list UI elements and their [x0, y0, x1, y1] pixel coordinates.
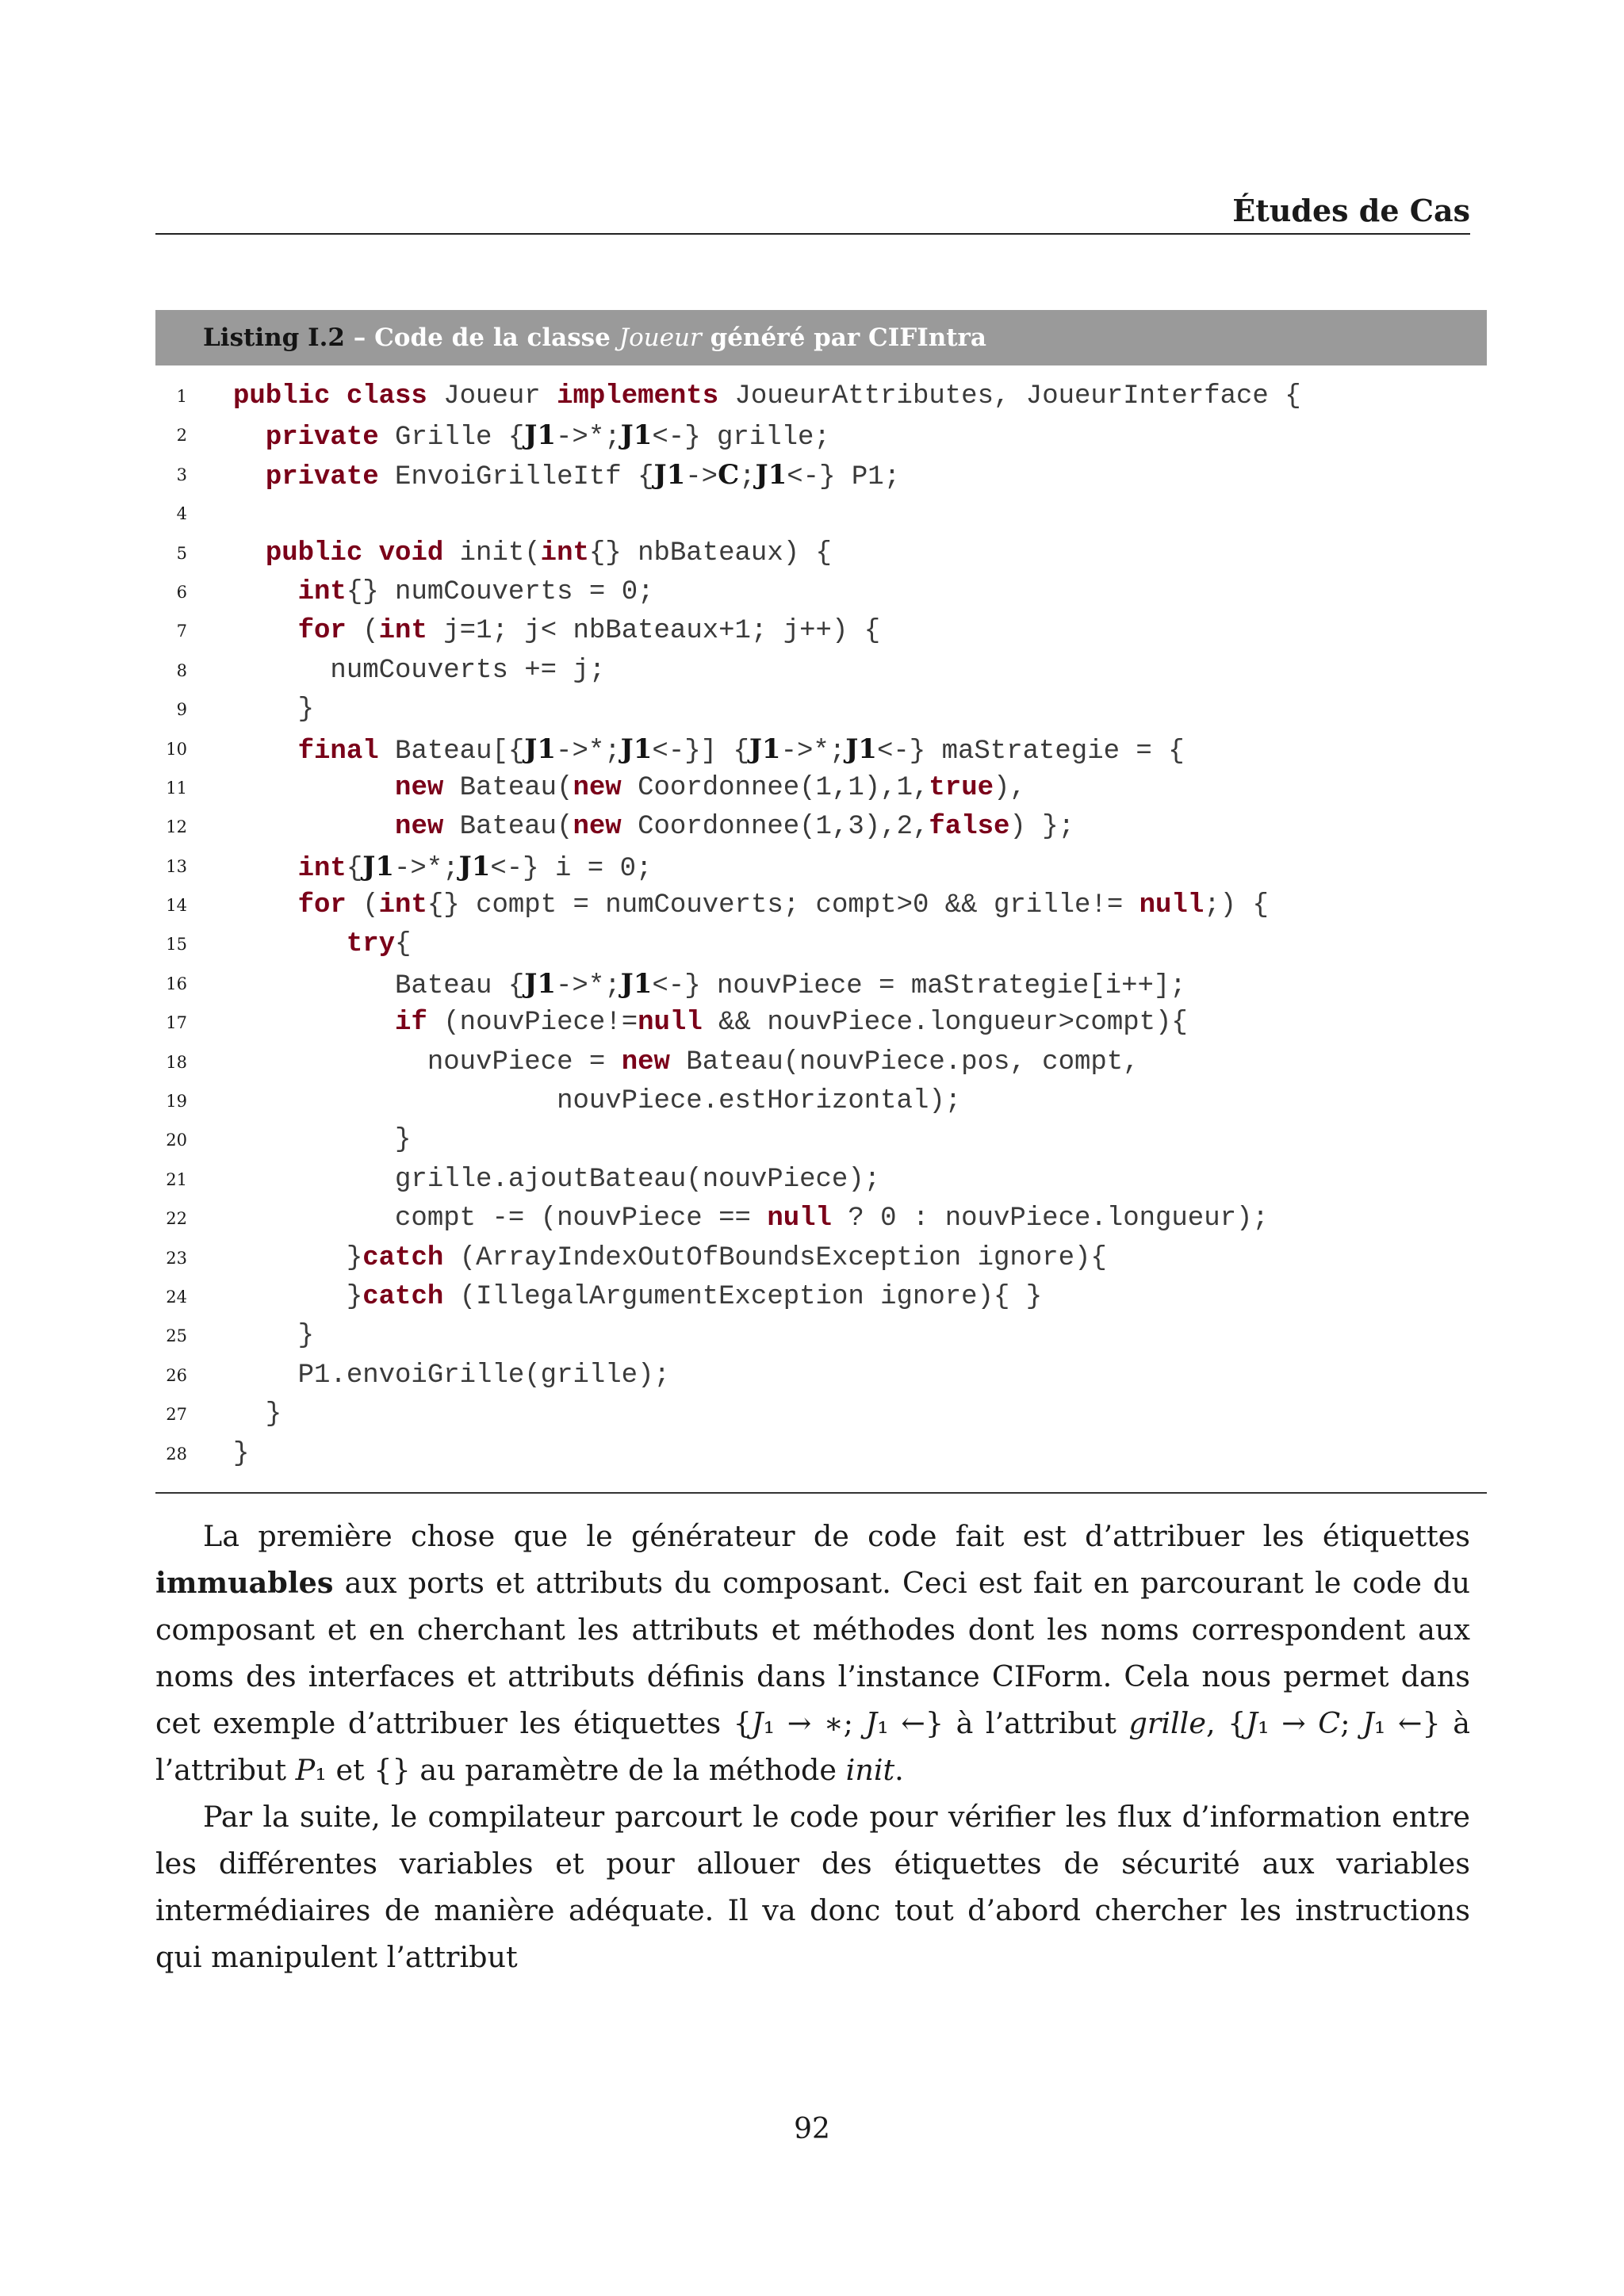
code-keyword: true	[929, 772, 994, 803]
code-line	[155, 573, 1487, 612]
code-token: JoueurAttributes, JoueurInterface {	[718, 381, 1301, 411]
code-token: (ArrayIndexOutOfBoundsException ignore){	[443, 1242, 1107, 1273]
code-token: Bateau(	[443, 772, 573, 803]
code-line	[155, 534, 1487, 573]
listing-bottom-rule	[155, 1492, 1487, 1494]
text-run: ₁ →	[1257, 1706, 1319, 1740]
running-title: Études de Cas	[1232, 193, 1470, 228]
code-text	[233, 1278, 1042, 1317]
text-run: J	[1246, 1706, 1258, 1740]
code-token: ->*;	[394, 853, 459, 884]
code-keyword: public void	[265, 538, 444, 568]
line-number: 27	[166, 1405, 187, 1425]
code-token: <-} P1;	[787, 461, 901, 492]
code-text	[233, 534, 832, 573]
listing-number: Listing I.2	[203, 323, 345, 352]
listing-caption-pre: Code de la classe	[374, 323, 619, 352]
code-token	[233, 423, 266, 453]
code-text	[233, 456, 900, 497]
code-token: }	[233, 695, 315, 725]
text-run: grille	[1128, 1706, 1206, 1740]
code-token	[233, 737, 298, 767]
code-line	[155, 925, 1487, 964]
code-keyword: implements	[557, 381, 719, 411]
code-keyword: new	[395, 772, 444, 803]
line-number: 6	[176, 582, 187, 602]
code-line	[155, 769, 1487, 808]
code-line	[155, 377, 1487, 416]
code-line	[155, 416, 1487, 455]
code-keyword: try	[346, 929, 396, 960]
code-text	[233, 652, 605, 691]
security-label: J1	[620, 967, 653, 1000]
code-text	[233, 730, 1185, 771]
code-token: {} compt = numCouverts; compt>0 && grille!=	[427, 890, 1139, 921]
code-token: }	[233, 1242, 363, 1273]
text-run: ₁ et {} au paramètre de la méthode	[315, 1753, 846, 1787]
code-token: <-} maStrategie = {	[876, 736, 1185, 767]
line-number: 25	[166, 1326, 187, 1346]
code-keyword: new	[621, 1047, 670, 1077]
line-number: 22	[166, 1209, 187, 1229]
code-text	[233, 377, 1301, 416]
code-text	[233, 848, 652, 889]
text-run: La première chose que le générateur de code fait est d’attribuer les étiquettes	[203, 1519, 1470, 1553]
code-line	[155, 652, 1487, 691]
line-number: 3	[176, 465, 187, 484]
code-keyword: null	[1139, 890, 1205, 921]
code-line	[155, 808, 1487, 847]
line-number: 13	[166, 856, 187, 876]
code-token: }	[233, 1438, 250, 1469]
code-line	[155, 1161, 1487, 1200]
code-keyword: catch	[362, 1281, 444, 1312]
code-line	[155, 965, 1487, 1004]
code-line	[155, 1435, 1487, 1474]
code-listing	[155, 377, 1487, 1474]
line-number: 4	[176, 504, 187, 524]
code-token: (nouvPiece!=	[427, 1008, 638, 1039]
code-token: EnvoiGrilleItf {	[378, 461, 654, 492]
code-token: Bateau {	[233, 970, 525, 1001]
line-number: 1	[176, 387, 187, 406]
line-number: 16	[166, 974, 187, 993]
code-text	[233, 925, 411, 964]
code-text	[233, 1043, 1139, 1082]
code-line	[155, 1043, 1487, 1082]
line-number: 18	[166, 1052, 187, 1072]
code-keyword: int	[297, 853, 347, 884]
listing-caption-post: généré par CIFIntra	[701, 323, 986, 352]
text-run: ₁ ←} à l’attribut	[155, 1706, 1470, 1787]
code-token: ) };	[1009, 812, 1075, 843]
line-number: 14	[166, 896, 187, 916]
code-keyword: new	[573, 772, 622, 803]
code-line	[155, 612, 1487, 651]
security-label: J1	[845, 733, 877, 765]
code-text	[233, 1239, 1107, 1278]
code-token: Grille {	[378, 423, 525, 453]
code-token: <-} i = 0;	[490, 853, 653, 884]
security-label: J1	[362, 850, 394, 882]
code-keyword: for	[297, 890, 347, 921]
security-label: C	[718, 458, 740, 491]
text-run: J	[751, 1706, 764, 1740]
code-token: j=1; j< nbBateaux+1; j++) {	[427, 616, 881, 647]
code-token: ->*;	[780, 736, 846, 767]
line-number: 10	[166, 739, 187, 759]
page-number: 92	[794, 2113, 830, 2145]
code-token: Bateau[{	[378, 736, 525, 767]
line-number: 20	[166, 1131, 187, 1150]
code-line	[155, 730, 1487, 769]
code-token	[233, 577, 298, 607]
code-token: <-} nouvPiece = maStrategie[i++];	[652, 970, 1186, 1001]
code-token: ->	[685, 461, 718, 492]
code-token: nouvPiece.estHorizontal);	[233, 1086, 962, 1117]
code-token: Joueur	[427, 381, 557, 411]
code-line	[155, 886, 1487, 925]
code-token: Coordonnee(1,1),1,	[621, 772, 929, 803]
listing-caption-italic: Joueur	[619, 323, 702, 352]
code-text	[233, 1395, 282, 1434]
code-token: ->*;	[556, 736, 621, 767]
text-run: init	[845, 1753, 895, 1787]
code-line	[155, 1317, 1487, 1356]
code-token	[233, 812, 395, 842]
line-number: 26	[166, 1365, 187, 1385]
code-token: }	[233, 1399, 282, 1430]
code-text	[233, 769, 1026, 808]
code-text	[233, 1121, 411, 1160]
text-run: immuables	[155, 1566, 334, 1600]
line-number: 9	[176, 700, 187, 720]
line-number: 11	[166, 778, 187, 798]
line-number: 12	[166, 817, 187, 837]
security-label: J1	[653, 458, 686, 491]
code-token: ->*;	[556, 970, 621, 1001]
code-token: ->*;	[556, 423, 621, 453]
code-text	[233, 1357, 670, 1395]
code-token	[233, 538, 266, 568]
code-text	[233, 573, 654, 612]
code-line	[155, 1004, 1487, 1043]
code-token: (IllegalArgumentException ignore){ }	[443, 1281, 1043, 1312]
code-text	[233, 416, 830, 457]
code-token: <-} grille;	[652, 423, 830, 453]
code-text	[233, 1161, 880, 1200]
code-token: ;	[739, 461, 756, 492]
paragraph-1	[155, 1513, 1470, 1793]
code-line	[155, 495, 1487, 534]
code-token: nouvPiece =	[233, 1047, 622, 1077]
code-keyword: null	[767, 1203, 832, 1234]
code-token: init(	[443, 538, 541, 568]
code-line	[155, 1082, 1487, 1121]
code-text	[233, 1004, 1188, 1043]
code-token: && nouvPiece.longueur>compt){	[702, 1008, 1188, 1039]
line-number: 24	[166, 1287, 187, 1307]
line-number: 8	[176, 660, 187, 680]
code-keyword: int	[378, 616, 427, 647]
code-token: (	[346, 616, 379, 647]
security-label: J1	[524, 967, 557, 1000]
text-run: Par la suite, le compilateur parcourt le code pour vérifier les flux d’information entre les différentes variables et pour allouer des étiquettes de sécurité aux variables intermédiaires de manière adéquate. Il va donc tout d’abord chercher les instructions qui manipulent l’attribut	[155, 1800, 1470, 1974]
code-keyword: int	[540, 538, 589, 568]
line-number: 15	[166, 935, 187, 955]
code-keyword: int	[378, 890, 427, 921]
code-token: P1.envoiGrille(grille);	[233, 1360, 670, 1391]
code-token: }	[233, 1281, 363, 1312]
code-token: ),	[994, 772, 1026, 803]
text-run: P	[295, 1753, 316, 1787]
body-text	[155, 1513, 1470, 1980]
text-run: aux ports et attributs du composant. Ceci est fait en parcourant le code du composant et en cherchant les attributs et méthodes dont les noms correspondent aux noms des interfaces et attributs définis dans l’instance CIForm. Cela nous permet dans cet exemple d’attribuer les étiquettes {	[155, 1566, 1470, 1740]
listing-dash: –	[345, 323, 375, 352]
code-keyword: new	[573, 812, 622, 843]
code-token: ? 0 : nouvPiece.longueur);	[831, 1203, 1269, 1234]
text-run: J	[1362, 1706, 1374, 1740]
code-keyword: private	[265, 423, 379, 453]
code-keyword: false	[929, 812, 1010, 843]
code-text	[233, 1200, 1269, 1238]
text-run: ₁ → ∗;	[763, 1706, 866, 1740]
code-token: compt -= (nouvPiece ==	[233, 1203, 768, 1234]
line-number: 21	[166, 1169, 187, 1189]
text-run: ₁ ←} à l’attribut	[877, 1706, 1129, 1740]
code-token: <-}] {	[652, 736, 749, 767]
code-keyword: catch	[362, 1242, 444, 1273]
code-keyword: int	[297, 576, 347, 607]
code-text	[233, 1317, 314, 1356]
code-token: {} numCouverts = 0;	[346, 576, 654, 607]
code-text	[233, 886, 1269, 925]
code-token: }	[233, 1125, 412, 1156]
line-number: 2	[176, 426, 187, 446]
code-token: numCouverts += j;	[233, 655, 606, 686]
code-keyword: for	[297, 616, 347, 647]
code-token: Bateau(	[443, 812, 573, 843]
code-line	[155, 1357, 1487, 1395]
header-rule	[155, 233, 1470, 235]
code-text	[233, 1435, 249, 1474]
text-run: , {	[1205, 1706, 1247, 1740]
line-number: 7	[176, 622, 187, 641]
code-line	[155, 848, 1487, 886]
line-number: 19	[166, 1092, 187, 1112]
code-text	[233, 965, 1186, 1006]
code-line	[155, 1121, 1487, 1160]
code-token	[233, 773, 395, 803]
code-token	[233, 462, 266, 492]
code-text	[233, 1082, 961, 1121]
text-run: J	[865, 1706, 878, 1740]
code-line	[155, 1200, 1487, 1238]
code-token: (	[346, 890, 379, 921]
text-run: C	[1318, 1706, 1341, 1740]
code-token: Coordonnee(1,3),2,	[621, 812, 929, 843]
line-number: 23	[166, 1248, 187, 1268]
code-text	[233, 612, 880, 651]
security-label: J1	[620, 733, 653, 765]
code-line	[155, 456, 1487, 495]
listing-caption-bar	[155, 310, 1487, 365]
code-text	[233, 808, 1074, 847]
security-label: J1	[458, 850, 491, 882]
text-run: ;	[1340, 1706, 1363, 1740]
code-keyword: private	[265, 461, 379, 492]
code-token	[233, 854, 298, 884]
code-token: grille.ajoutBateau(nouvPiece);	[233, 1164, 881, 1195]
code-token: {	[395, 929, 412, 960]
line-number: 5	[176, 543, 187, 563]
code-token: {} nbBateaux) {	[588, 538, 832, 568]
code-keyword: public class	[233, 381, 427, 411]
paragraph-2	[155, 1793, 1470, 1980]
security-label: J1	[524, 419, 557, 452]
security-label: J1	[620, 419, 653, 452]
security-label: J1	[755, 458, 787, 491]
code-token	[233, 890, 298, 920]
line-number: 28	[166, 1444, 187, 1464]
line-number: 17	[166, 1013, 187, 1033]
code-keyword: new	[395, 812, 444, 843]
code-keyword: final	[297, 736, 379, 767]
code-token: Bateau(nouvPiece.pos, compt,	[669, 1047, 1139, 1077]
code-token	[233, 616, 298, 646]
security-label: J1	[524, 733, 557, 765]
code-keyword: if	[395, 1008, 427, 1039]
security-label: J1	[749, 733, 781, 765]
code-line	[155, 1278, 1487, 1317]
code-line	[155, 1239, 1487, 1278]
code-line	[155, 1395, 1487, 1434]
code-token	[233, 1008, 395, 1038]
code-token: }	[233, 1321, 315, 1352]
text-run: .	[894, 1753, 904, 1787]
code-text	[233, 691, 314, 729]
code-keyword: null	[638, 1008, 703, 1039]
code-token	[233, 929, 347, 959]
code-token: {	[346, 853, 363, 884]
code-line	[155, 691, 1487, 729]
code-token: ;) {	[1204, 890, 1269, 921]
